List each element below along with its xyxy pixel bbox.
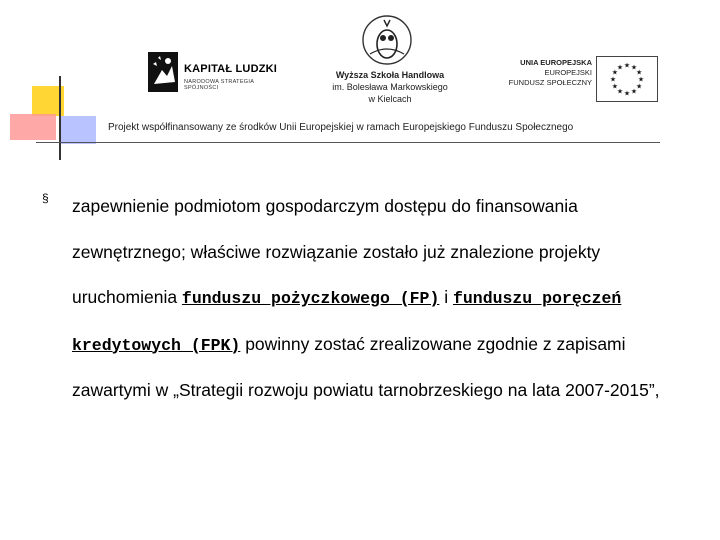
eu-star-icon: ★ xyxy=(611,69,619,77)
eu-star-icon: ★ xyxy=(623,62,631,70)
eu-star-icon: ★ xyxy=(630,64,638,72)
eu-star-icon: ★ xyxy=(635,83,643,91)
paragraph-text-2: i xyxy=(439,287,453,307)
eu-stars-icon xyxy=(597,57,657,101)
header-divider xyxy=(36,142,660,143)
wsh-name-line2: im. Bolesława Markowskiego xyxy=(332,82,448,92)
kapital-ludzki-subtitle: NARODOWA STRATEGIA SPÓJNOŚCI xyxy=(184,79,254,91)
eu-star-icon: ★ xyxy=(611,83,619,91)
paragraph-text-1: zapewnienie podmiotom gospodarczym dostępu do finansowania zewnętrznego; właściwe rozwiązanie zostało już znalezione projekty uruchomienia xyxy=(72,196,601,307)
eu-star-icon: ★ xyxy=(616,88,624,96)
owl-emblem-icon xyxy=(358,14,416,70)
eu-star-icon: ★ xyxy=(630,88,638,96)
eu-star-icon: ★ xyxy=(623,90,631,98)
eu-flag-icon xyxy=(596,56,658,102)
wsh-name-line3: w Kielcach xyxy=(368,94,412,104)
project-cofinancing-note: Projekt współfinansowany ze środków Unii Europejskiej w ramach Europejskiego Funduszu Społecznego xyxy=(108,122,574,133)
eu-star-icon: ★ xyxy=(637,76,645,84)
decor-blue-square xyxy=(60,116,96,144)
wsh-name-line1: Wyższa Szkoła Handlowa xyxy=(335,70,445,80)
decor-pink-square xyxy=(10,114,56,140)
kapital-ludzki-logo xyxy=(148,52,288,94)
kapital-ludzki-title: KAPITAŁ LUDZKI xyxy=(184,63,278,75)
decor-vertical-line xyxy=(59,76,61,160)
eu-line1: UNIA EUROPEJSKA xyxy=(520,58,592,67)
eu-star-icon: ★ xyxy=(616,64,624,72)
wsh-logo xyxy=(330,14,450,104)
fpk-term: funduszu poręczeń kredytowych (FPK) xyxy=(72,289,622,355)
eu-logo-text xyxy=(509,58,592,88)
eu-star-icon: ★ xyxy=(609,76,617,84)
paragraph-text-3: powinny zostać zrealizowane zgodnie z zapisami zawartymi w „Strategii rozwoju powiatu tarnobrzeskiego na lata 2007-2015”, xyxy=(72,333,660,400)
main-paragraph xyxy=(72,184,692,414)
eu-line2: EUROPEJSKI xyxy=(544,68,592,77)
kapital-ludzki-mark-icon xyxy=(148,52,178,92)
bullet-icon: § xyxy=(42,191,49,205)
eu-star-icon: ★ xyxy=(635,69,643,77)
fp-term: funduszu pożyczkowego (FP) xyxy=(181,289,440,308)
eu-line3: FUNDUSZ SPOŁECZNY xyxy=(508,78,592,87)
eu-logo xyxy=(504,54,660,102)
